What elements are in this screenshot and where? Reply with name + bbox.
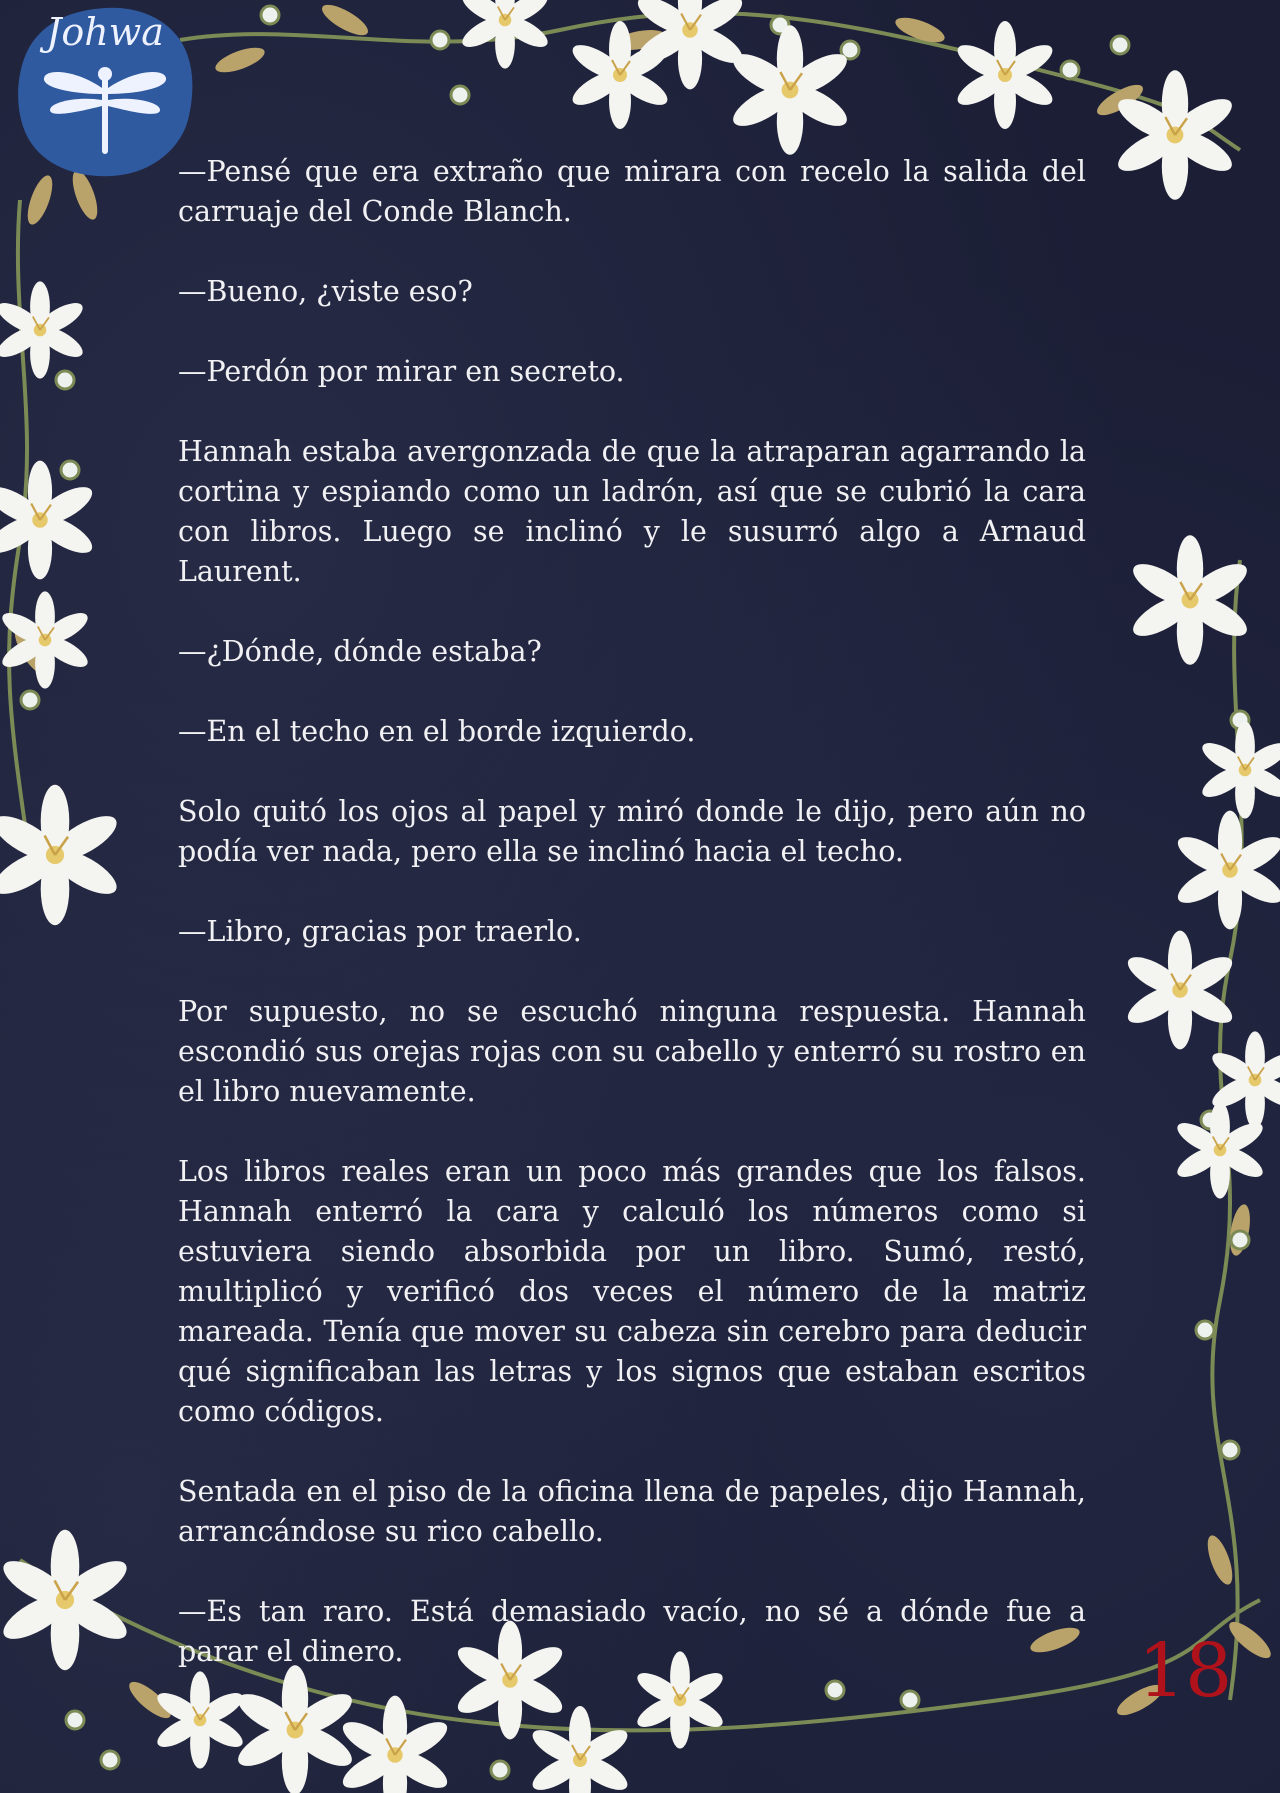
paragraph: —Libro, gracias por traerlo. [178,915,582,948]
paragraph: Solo quitó los ojos al papel y miró donde le dijo, pero aún no podía ver nada, pero ella se inclinó hacia el techo. [178,795,1086,868]
paragraph: —Pensé que era extraño que mirara con recelo la salida del carruaje del Conde Blanch. [178,155,1086,228]
chapter-text [178,152,1086,1712]
paragraph: Por supuesto, no se escuchó ninguna respuesta. Hannah escondió sus orejas rojas con su cabello y enterró su rostro en el libro nuevamente. [178,995,1086,1108]
logo-text: Johwa [46,10,164,54]
paragraph: —En el techo en el borde izquierdo. [178,715,696,748]
johwa-logo-badge [14,4,196,180]
paragraph: Los libros reales eran un poco más grandes que los falsos. Hannah enterró la cara y calculó los números como si estuviera siendo absorbida por un libro. Sumó, restó, multiplicó y verificó dos veces el número de la matriz mareada. Tenía que mover su cabeza sin cerebro para deducir qué significaban las letras y los signos que estaban escritos como códigos. [178,1155,1086,1428]
paragraph: —Perdón por mirar en secreto. [178,355,625,388]
paragraph: —¿Dónde, dónde estaba? [178,635,542,668]
paragraph: —Es tan raro. Está demasiado vacío, no sé a dónde fue a parar el dinero. [178,1595,1086,1668]
paragraph: —Bueno, ¿viste eso? [178,275,473,308]
paragraph: Hannah estaba avergonzada de que la atraparan agarrando la cortina y espiando como un ladrón, así que se cubrió la cara con libros. Luego se inclinó y le susurró algo a Arnaud Laurent. [178,435,1086,588]
page-number: 18 [1138,1628,1233,1714]
paragraph: Sentada en el piso de la oficina llena de papeles, dijo Hannah, arrancándose su rico cabello. [178,1475,1086,1548]
